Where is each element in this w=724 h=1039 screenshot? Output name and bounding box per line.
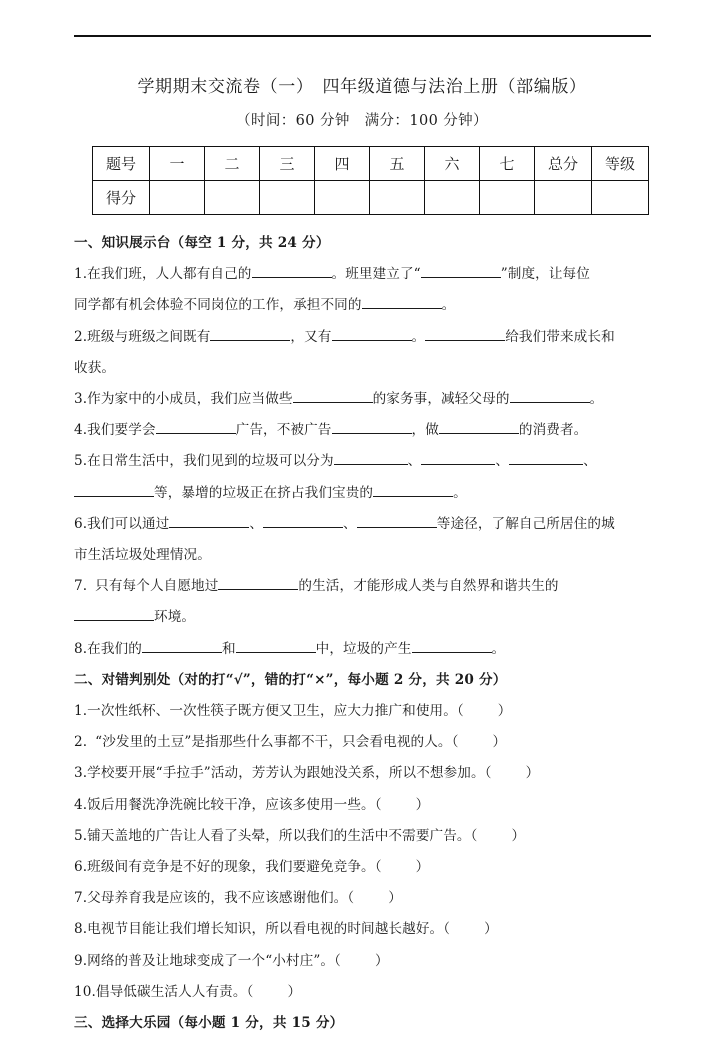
item-paren-close: ） [525, 765, 540, 782]
item-paren-close: ） [492, 734, 507, 751]
item-text: 。 [411, 328, 426, 345]
fill-item-5 [74, 446, 652, 508]
item-number: 5. [74, 827, 88, 844]
table-cell-score-7[interactable] [480, 181, 535, 215]
table-cell-score-grade[interactable] [592, 181, 649, 215]
item-text: 的生活，才能形成人类与自然界和谐共生的 [298, 578, 559, 595]
item-text: 、 [407, 453, 422, 470]
tf-item-3 [74, 758, 652, 789]
item-paren-close: ） [511, 827, 526, 844]
item-number: 3. [74, 391, 88, 408]
table-cell-col-2: 二 [205, 147, 260, 181]
item-text: ，做 [411, 422, 439, 439]
item-text: 作为家中的小成员，我们应当做些 [87, 391, 293, 408]
item-text: ，又有 [290, 328, 332, 345]
tf-item-9 [74, 946, 652, 977]
score-summary-table [92, 146, 649, 215]
item-text: 市生活垃圾处理情况。 [74, 547, 211, 564]
answer-blank[interactable] [509, 464, 583, 465]
item-number: 7. [74, 578, 88, 595]
item-text: 班级间有竞争是不好的现象，我们要避免竞争。（ [87, 859, 382, 876]
table-cell-score-2[interactable] [205, 181, 260, 215]
item-text: 和 [221, 640, 236, 657]
item-text: 等，暴增的垃圾正在挤占我们宝贵的 [154, 484, 374, 501]
fill-item-6 [74, 509, 652, 571]
tf-item-10 [74, 977, 652, 1008]
item-text: 、 [495, 453, 510, 470]
item-number: 5. [74, 453, 88, 470]
header-rule [74, 35, 651, 37]
table-cell-col-grade: 等级 [592, 147, 649, 181]
item-number: 10. [74, 983, 96, 1000]
answer-blank[interactable] [510, 402, 590, 403]
item-text: 等途径，了解自己所居住的城 [436, 515, 615, 532]
item-text: 的家务事，减轻父母的 [372, 391, 510, 408]
item-text: 、 [583, 453, 597, 470]
answer-blank[interactable] [218, 589, 298, 590]
item-text: 、 [249, 515, 264, 532]
item-text: 学校要开展“手拉手”活动，芳芳认为跟她没关系，所以不想参加。（ [87, 765, 492, 782]
item-text: 。班里建立了“ [331, 266, 421, 283]
answer-blank[interactable] [332, 433, 412, 434]
exam-body [74, 228, 652, 1039]
answer-blank[interactable] [439, 433, 519, 434]
item-number: 2. [74, 328, 88, 345]
item-paren-close: ） [374, 952, 389, 969]
item-text: 电视节目能让我们增长知识，所以看电视的时间越长越好。（ [87, 921, 451, 938]
table-cell-col-3: 三 [260, 147, 315, 181]
fill-item-2 [74, 322, 652, 384]
table-cell-score-total[interactable] [535, 181, 592, 215]
answer-blank[interactable] [142, 652, 222, 653]
answer-blank[interactable] [421, 277, 501, 278]
item-paren-close: ） [287, 983, 302, 1000]
fill-item-8 [74, 634, 652, 665]
table-row-header [93, 147, 649, 181]
answer-blank[interactable] [210, 340, 290, 341]
table-cell-col-7: 七 [480, 147, 535, 181]
item-paren-close: ） [497, 703, 512, 720]
item-number: 3. [74, 765, 88, 782]
item-text: 我们可以通过 [87, 515, 170, 532]
item-text: 父母养育我是应该的，我不应该感谢他们。（ [87, 890, 355, 907]
item-text: 广告，不被广告 [235, 422, 332, 439]
item-text: 。 [453, 484, 467, 501]
item-text: 。 [441, 297, 456, 314]
item-text: ”制度，让每位 [500, 266, 590, 283]
item-text: 收获。 [74, 359, 116, 376]
table-cell-score-4[interactable] [315, 181, 370, 215]
item-number: 8. [74, 640, 88, 657]
item-text: 倡导低碳生活人人有责。（ [95, 983, 254, 1000]
answer-blank[interactable] [156, 433, 236, 434]
item-text: 铺天盖地的广告让人看了头晕，所以我们的生活中不需要广告。（ [87, 827, 478, 844]
answer-blank[interactable] [373, 496, 453, 497]
item-text: 一次性纸杯、一次性筷子既方便又卫生，应大力推广和使用。（ [87, 703, 464, 720]
table-cell-col-1: 一 [150, 147, 205, 181]
tf-item-7 [74, 883, 652, 914]
page-title: 学期期末交流卷（一） 四年级道德与法治上册（部编版） [137, 77, 587, 97]
section-heading-two: 二、对错判别处（对的打“√”，错的打“×”，每小题 2 分，共 20 分） [74, 671, 507, 688]
answer-blank[interactable] [252, 277, 332, 278]
answer-blank[interactable] [334, 464, 408, 465]
answer-blank[interactable] [293, 402, 373, 403]
table-cell-row-label: 题号 [93, 147, 150, 181]
item-number: 6. [74, 859, 88, 876]
answer-blank[interactable] [357, 527, 437, 528]
fill-item-3 [74, 384, 652, 415]
item-text: 我们要学会 [87, 422, 156, 439]
table-cell-score-1[interactable] [150, 181, 205, 215]
fill-item-1 [74, 259, 652, 321]
item-text: 在我们的 [87, 640, 142, 657]
item-text: 环境。 [154, 609, 196, 626]
item-paren-close: ） [415, 796, 430, 813]
answer-blank[interactable] [169, 527, 249, 528]
item-text: 班级与班级之间既有 [87, 328, 211, 345]
item-text: 在日常生活中，我们见到的垃圾可以分为 [87, 453, 334, 470]
table-cell-row-label: 得分 [93, 181, 150, 215]
item-paren-close: ） [388, 890, 402, 907]
item-text: 只有每个人自愿地过 [95, 578, 219, 595]
answer-blank[interactable] [412, 652, 492, 653]
item-number: 9. [74, 952, 88, 969]
item-number: 4. [74, 796, 88, 813]
answer-blank[interactable] [421, 464, 495, 465]
exam-meta-subtitle: （时间：60 分钟 满分：100 分钟） [236, 113, 488, 129]
tf-item-6 [74, 852, 652, 883]
table-cell-score-6[interactable] [425, 181, 480, 215]
fill-item-7 [74, 571, 652, 633]
item-text: “沙发里的土豆”是指那些什么事都不干，只会看电视的人。（ [95, 734, 459, 751]
table-cell-score-5[interactable] [370, 181, 425, 215]
table-cell-score-3[interactable] [260, 181, 315, 215]
item-number: 6. [74, 515, 88, 532]
item-paren-close: ） [484, 921, 498, 938]
item-number: 4. [74, 422, 88, 439]
item-number: 1. [74, 266, 88, 283]
table-cell-col-6: 六 [425, 147, 480, 181]
table-cell-col-5: 五 [370, 147, 425, 181]
table-cell-col-4: 四 [315, 147, 370, 181]
item-text: 中，垃圾的产生 [315, 640, 412, 657]
tf-item-1 [74, 696, 652, 727]
item-text: 饭后用餐洗净洗碗比较干净，应该多使用一些。（ [87, 796, 382, 813]
item-text: 给我们带来成长和 [505, 328, 615, 345]
tf-item-8 [74, 914, 652, 945]
item-text: 。 [491, 640, 506, 657]
item-number: 1. [74, 703, 88, 720]
item-text: 网络的普及让地球变成了一个“小村庄”。（ [87, 952, 341, 969]
item-number: 8. [74, 921, 88, 938]
answer-blank[interactable] [332, 340, 412, 341]
item-number: 2. [74, 734, 88, 751]
item-paren-close: ） [415, 859, 430, 876]
section-heading-one: 一、知识展示台（每空 1 分，共 24 分） [74, 235, 330, 251]
section-heading-three: 三、选择大乐园（每小题 1 分，共 15 分） [74, 1015, 344, 1032]
tf-item-2 [74, 727, 652, 758]
answer-blank[interactable] [74, 620, 154, 621]
answer-blank[interactable] [425, 340, 505, 341]
item-text: 在我们班，人人都有自己的 [87, 266, 252, 283]
answer-blank[interactable] [263, 527, 343, 528]
item-text: 的消费者。 [518, 422, 588, 439]
tf-item-4 [74, 790, 652, 821]
item-text: 。 [589, 391, 604, 408]
tf-item-5 [74, 821, 652, 852]
answer-blank[interactable] [74, 496, 154, 497]
item-number: 7. [74, 890, 88, 907]
item-text: 同学都有机会体验不同岗位的工作，承担不同的 [74, 297, 362, 314]
table-cell-col-total: 总分 [535, 147, 592, 181]
answer-blank[interactable] [236, 652, 316, 653]
item-text: 、 [343, 515, 357, 532]
answer-blank[interactable] [362, 308, 442, 309]
fill-item-4 [74, 415, 652, 446]
table-row-score [93, 181, 649, 215]
